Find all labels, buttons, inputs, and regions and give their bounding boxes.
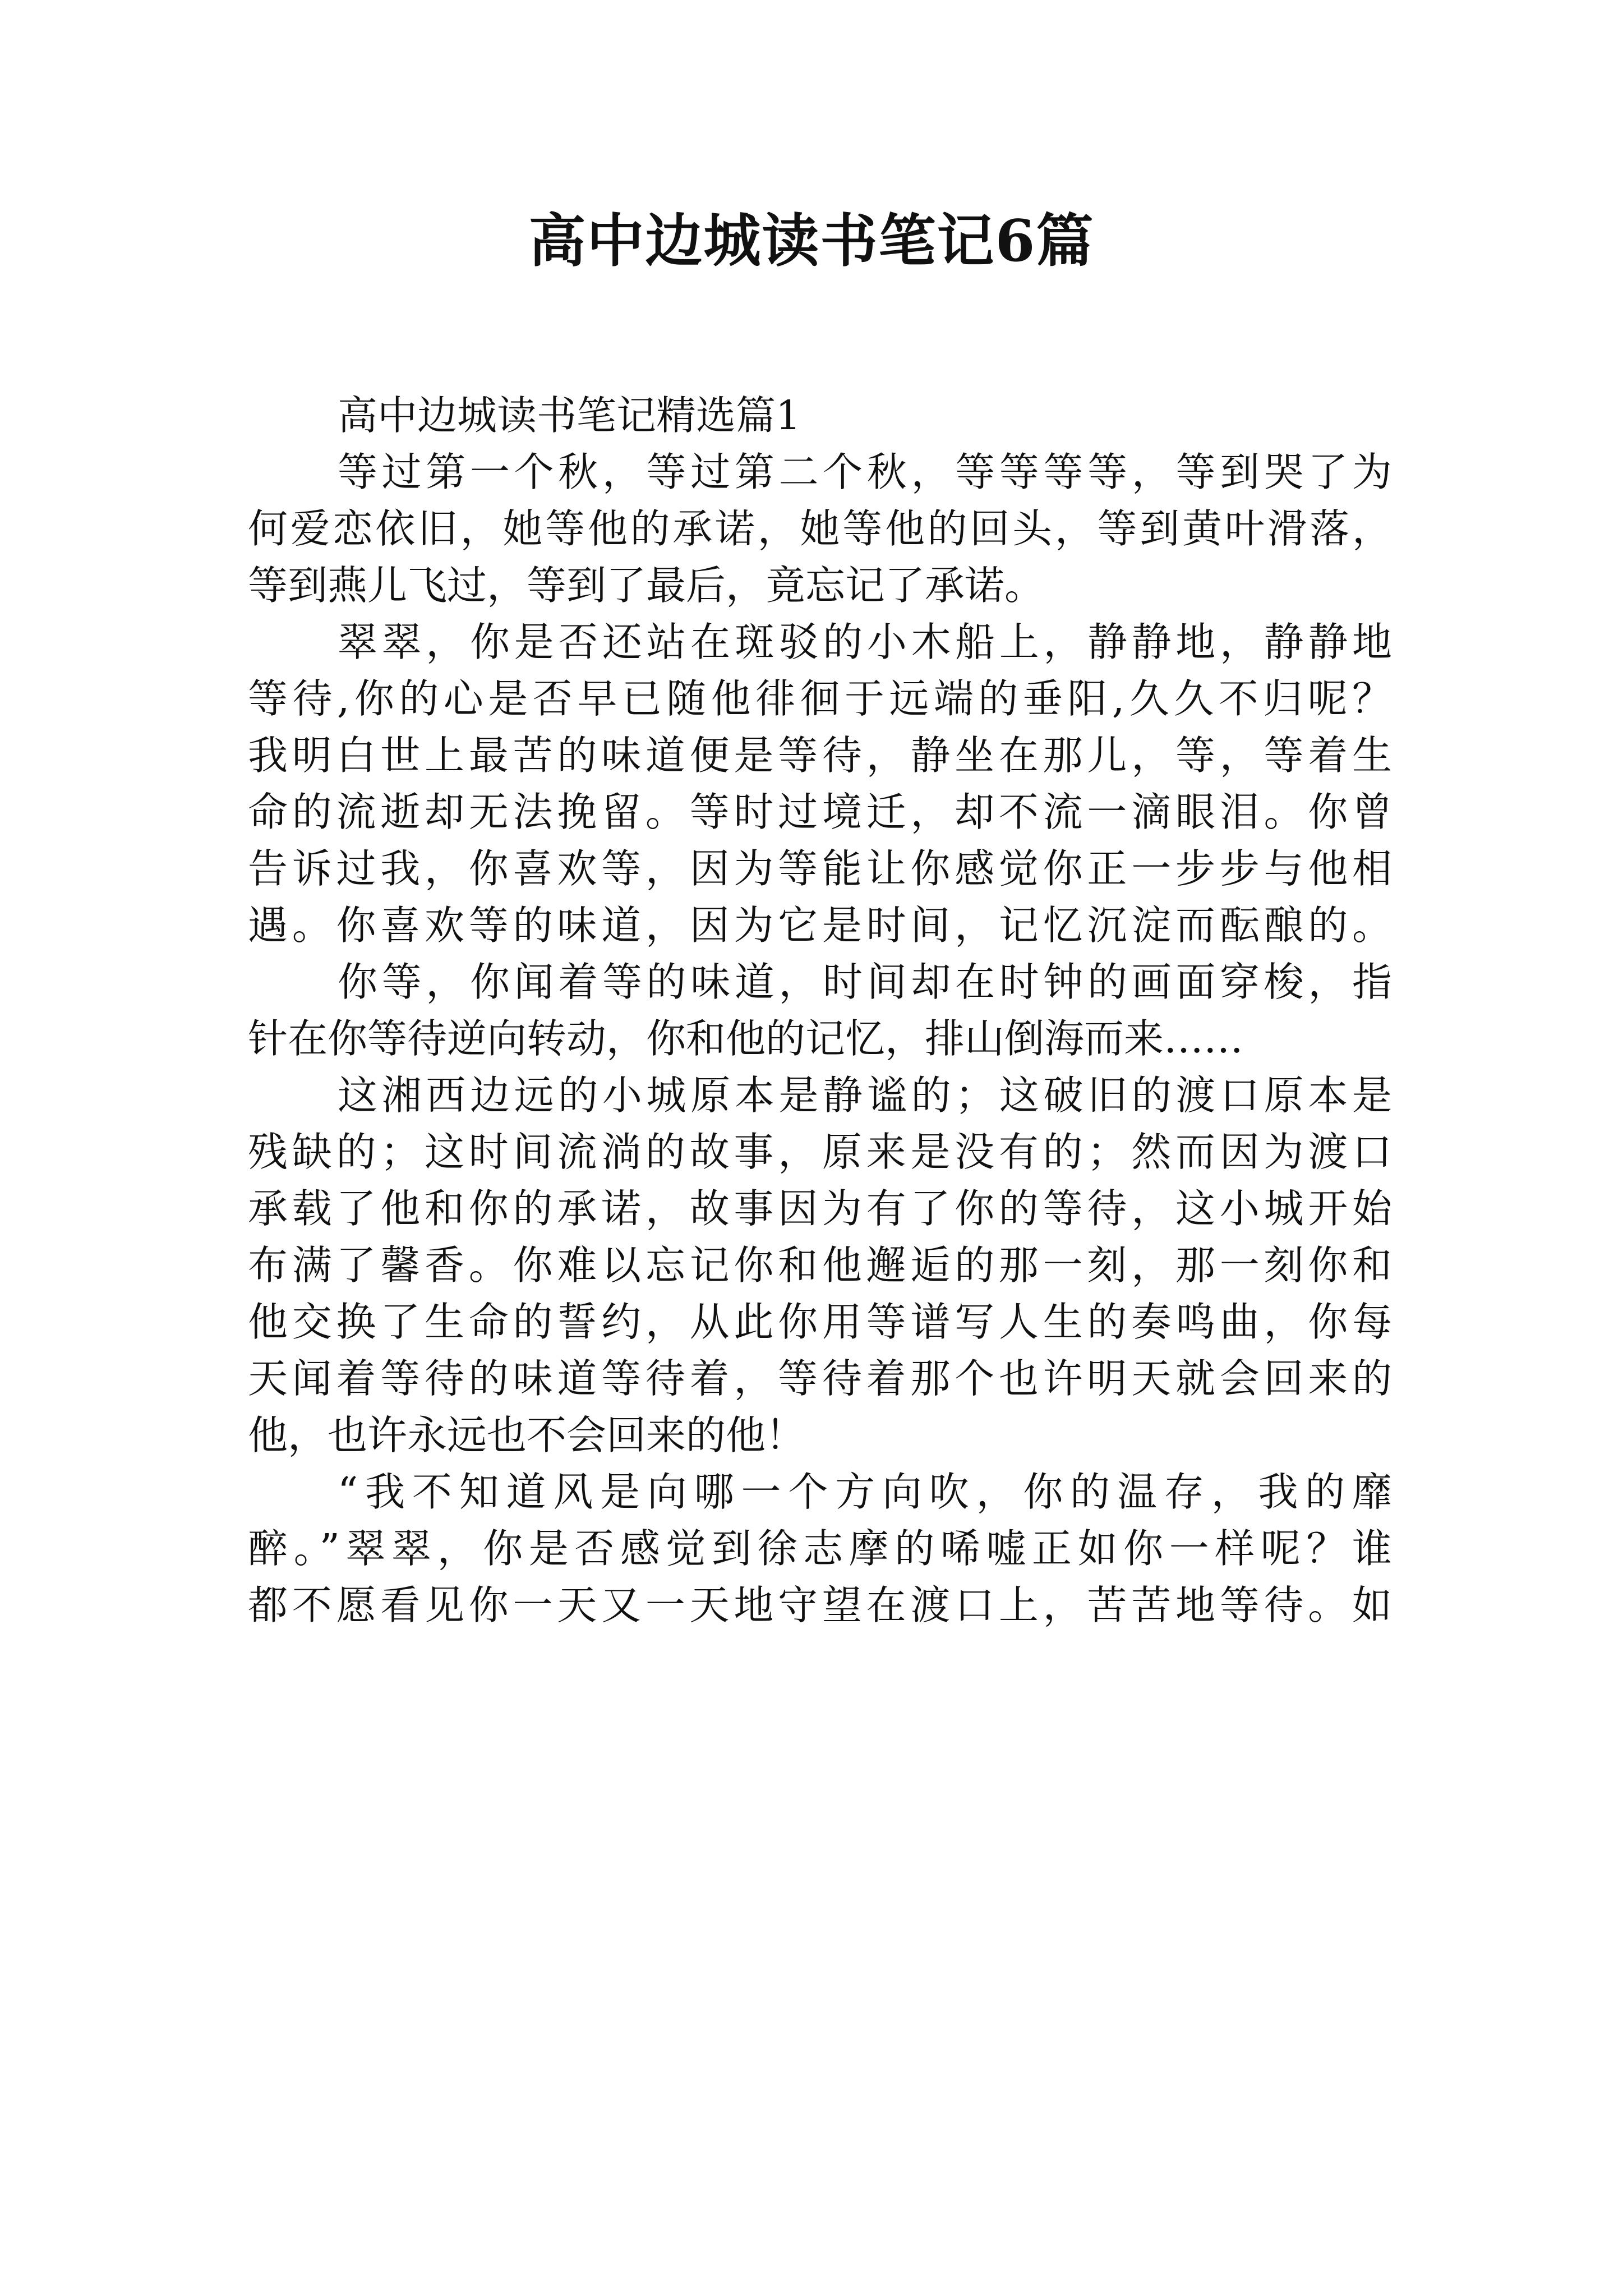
text-line: 遇。你喜欢等的味道，因为它是时间，记忆沉淀而酝酿的。	[248, 902, 1392, 949]
text-line: 翠翠，你是否还站在斑驳的小木船上，静静地，静静地	[338, 619, 1392, 665]
text-line: 这湘西边远的小城原本是静谧的；这破旧的渡口原本是	[338, 1072, 1392, 1119]
text-line: 等待,你的心是否早已随他徘徊于远端的垂阳,久久不归呢？	[248, 675, 1392, 722]
text-line: “我不知道风是向哪一个方向吹，你的温存，我的靡	[338, 1469, 1392, 1515]
text-line: 天闻着等待的味道等待着，等待着那个也许明天就会回来的	[248, 1355, 1392, 1402]
paragraph	[248, 954, 1392, 1067]
text-line: 残缺的；这时间流淌的故事，原来是没有的；然而因为渡口	[248, 1129, 1392, 1175]
paragraph	[248, 444, 1392, 614]
text-line: 我明白世上最苦的味道便是等待，静坐在那儿，等，等着生	[248, 732, 1392, 779]
text-line: 告诉过我，你喜欢等，因为等能让你感觉你正一步步与他相	[248, 845, 1392, 892]
text-line: 承载了他和你的承诺，故事因为有了你的等待，这小城开始	[248, 1185, 1392, 1232]
text-line: 何爱恋依旧，她等他的承诺，她等他的回头，等到黄叶滑落，	[248, 505, 1392, 552]
text-line: 你等，你闻着等的味道，时间却在时钟的画面穿梭，指	[338, 959, 1392, 1005]
document-body	[248, 387, 1392, 1634]
text-line: 布满了馨香。你难以忘记你和他邂逅的那一刻，那一刻你和	[248, 1242, 1392, 1289]
text-line: 他，也许永远也不会回来的他！	[248, 1412, 806, 1458]
text-line: 命的流逝却无法挽留。等时过境迁，却不流一滴眼泪。你曾	[248, 789, 1392, 835]
text-line: 针在你等待逆向转动，你和他的记忆，排山倒海而来……	[248, 1015, 1244, 1062]
paragraph	[248, 614, 1392, 954]
document-title: 高中边城读书笔记6篇	[528, 208, 1095, 275]
section-heading: 高中边城读书笔记精选篇1	[338, 392, 801, 439]
text-line: 都不愿看见你一天又一天地守望在渡口上，苦苦地等待。如	[248, 1582, 1392, 1628]
text-line: 等过第一个秋，等过第二个秋，等等等等，等到哭了为	[338, 449, 1392, 495]
text-line: 等到燕儿飞过，等到了最后，竟忘记了承诺。	[248, 562, 1045, 609]
text-line: 他交换了生命的誓约，从此你用等谱写人生的奏鸣曲，你每	[248, 1299, 1392, 1345]
paragraph	[248, 1067, 1392, 1464]
text-line: 醉。”翠翠，你是否感觉到徐志摩的唏嘘正如你一样呢？谁	[248, 1525, 1392, 1572]
paragraph	[248, 1464, 1392, 1634]
